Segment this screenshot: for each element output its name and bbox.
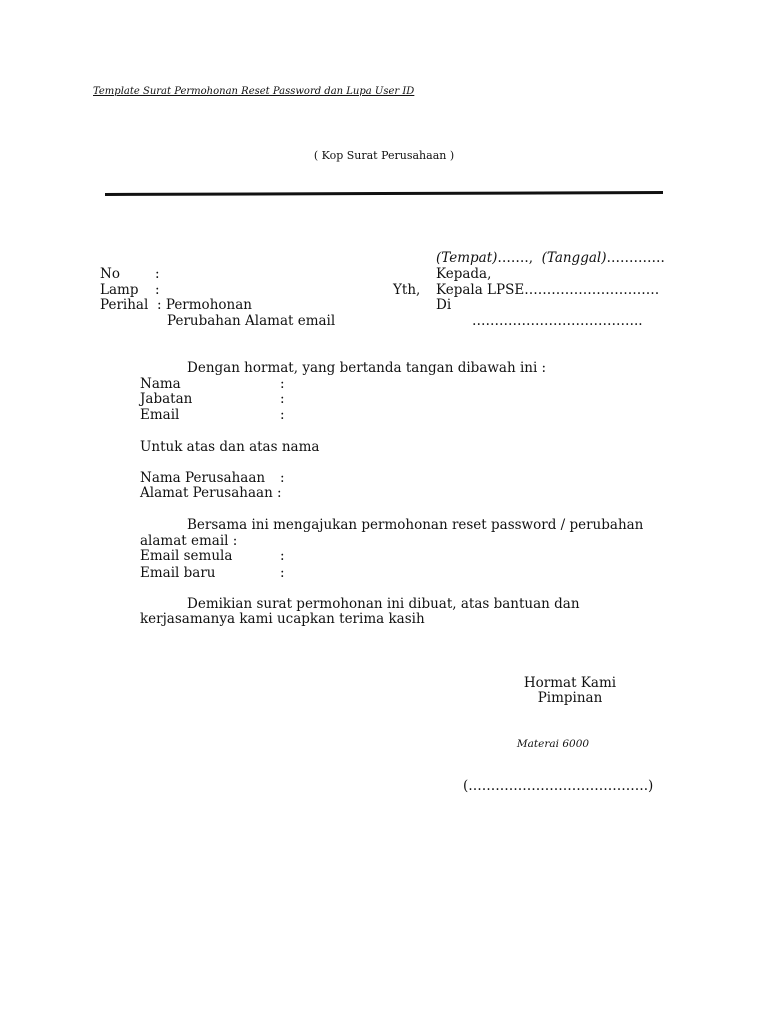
field-nama-label: Nama: [140, 376, 181, 392]
request-line-1: Bersama ini mengajukan permohonan reset password / perubahan: [187, 517, 644, 533]
recipient-di: Di: [436, 297, 452, 313]
behalf-line: Untuk atas dan atas nama: [140, 439, 320, 455]
no-label: No: [100, 266, 120, 282]
place-date-line: [436, 250, 665, 266]
date-dots: ………….: [606, 250, 665, 266]
no-colon: :: [155, 266, 160, 282]
field-nama-colon: :: [280, 376, 285, 392]
materai-label: Materai 6000: [516, 738, 590, 750]
template-title: Template Surat Permohonan Reset Password dan Lupa User ID: [93, 86, 415, 97]
recipient-kepala-lpse: Kepala LPSE…………………………: [436, 282, 660, 298]
greeting: Dengan hormat, yang bertanda tangan dibawah ini :: [187, 360, 547, 376]
perihal-value-line2: Perubahan Alamat email: [167, 313, 336, 329]
field-jabatan-label: Jabatan: [140, 391, 193, 407]
recipient-kepada: Kepada,: [436, 266, 492, 282]
place-label: (Tempat): [436, 250, 498, 266]
lamp-label: Lamp: [100, 282, 139, 298]
perihal-label: Perihal: [100, 297, 149, 313]
date-label: (Tanggal): [541, 250, 607, 266]
letterhead-placeholder: ( Kop Surat Perusahaan ): [313, 149, 455, 162]
field-email-baru-colon: :: [280, 565, 285, 581]
closing-line-2: kerjasamanya kami ucapkan terima kasih: [140, 611, 425, 627]
lamp-colon: :: [155, 282, 160, 298]
field-email-semula-colon: :: [280, 548, 285, 564]
field-email-baru-label: Email baru: [140, 565, 216, 581]
request-line-2: alamat email :: [140, 533, 238, 549]
place-dots: …….,: [497, 250, 533, 266]
closing-line-1: Demikian surat permohonan ini dibuat, atas bantuan dan: [187, 596, 580, 612]
perihal-value: : Permohonan: [157, 297, 252, 313]
field-jabatan-colon: :: [280, 391, 285, 407]
company-name-label: Nama Perusahaan: [140, 470, 266, 486]
company-name-colon: :: [280, 470, 285, 486]
signature-name-placeholder: (………………………………….): [463, 778, 654, 794]
recipient-di-dots: ………………………………..: [472, 313, 643, 329]
signature-hormat: Hormat Kami: [523, 675, 617, 691]
field-email-colon: :: [280, 407, 285, 423]
field-email-semula-label: Email semula: [140, 548, 233, 564]
field-email-label: Email: [140, 407, 180, 423]
letterhead-divider: [105, 191, 663, 196]
company-address-label: Alamat Perusahaan :: [140, 485, 282, 501]
signature-pimpinan: Pimpinan: [537, 690, 603, 706]
recipient-yth: Yth,: [393, 282, 421, 298]
